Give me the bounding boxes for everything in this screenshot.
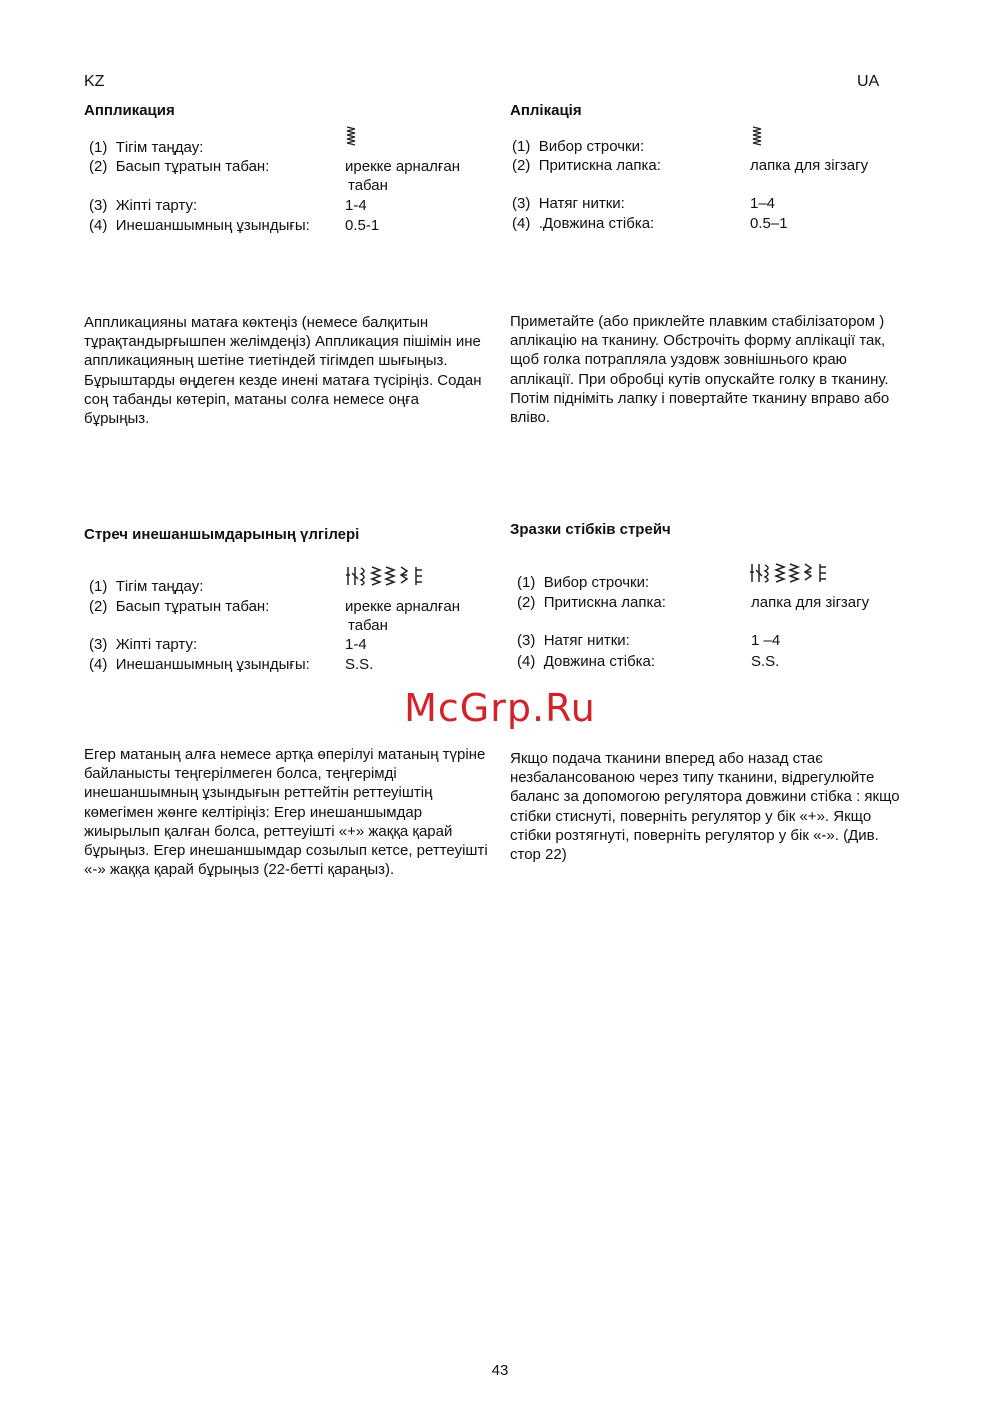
kz-applique-setting-4: (4) Инешаншымның ұзындығы:	[89, 217, 310, 234]
ua-stretch-text: Якщо подача тканини вперед або назад стає незбалансованою через типу тканини, відрегулюйте баланс за допомогою регулятора довжини стібка : якщо стібки стиснуті, поверніть регулятор у бік «+». Якщо стібки розтягнуті, поверніть регулятор у бік «-». (Див. стор 22)	[510, 750, 900, 864]
kz-applique-value-4: 0.5-1	[345, 217, 380, 234]
ua-applique-value-4: 0.5–1	[750, 215, 788, 232]
ua-applique-text: Приметайте (або приклейте плавким стабілізатором ) аплікацію на тканину. Обстрочіть форму аплікації так, щоб голка потрапляла уздовж зовнішнього краю аплікації. При обробці кутів опускайте голку в тканину. Потім підніміть лапку і повертайте тканину вправо або вліво.	[510, 313, 890, 427]
kz-applique-title: Аппликация	[84, 102, 175, 119]
page-number: 43	[491, 1362, 509, 1379]
kz-applique-setting-1: (1) Тігім таңдау:	[89, 139, 204, 156]
ua-stretch-setting-4: (4) Довжина стібка:	[517, 653, 656, 670]
ua-applique-value-2: лапка для зігзагу	[750, 157, 869, 174]
kz-stretch-value-4: S.S.	[345, 656, 374, 673]
ua-applique-setting-1: (1) Вибор строчки:	[512, 138, 645, 155]
kz-stretch-setting-2: (2) Басып тұратын табан:	[89, 598, 270, 615]
ua-applique-title: Аплікація	[510, 102, 582, 119]
kz-applique-value-2: ирекке арналған	[345, 158, 461, 175]
ua-stretch-value-4: S.S.	[751, 653, 780, 670]
ua-applique-setting-3: (3) Натяг нитки:	[512, 195, 625, 212]
ua-applique-value-3: 1–4	[750, 195, 776, 212]
kz-stretch-value-2: ирекке арналған	[345, 598, 461, 615]
kz-stretch-setting-1: (1) Тігім таңдау:	[89, 578, 204, 595]
kz-applique-setting-3: (3) Жіпті тарту:	[89, 197, 198, 214]
kz-stretch-value-3: 1-4	[345, 636, 367, 653]
ua-stretch-setting-3: (3) Натяг нитки:	[517, 632, 630, 649]
ua-applique-setting-2: (2) Притискна лапка:	[512, 157, 661, 174]
kz-applique-value-3: 1-4	[345, 197, 367, 214]
kz-stretch-text: Егер матаның алға немесе артқа өперілуі матаның түріне байланысты теңгерілмеген болса, теңгерімді инешаншымның ұзындығын реттейтін реттеуіштің көмегімен жөнге келтіріңіз: Егер инешаншымдар жиырылып қалған болса, реттеуішті «+» жаққа қарай бұрыңыз. Егер инешаншымдар созылып кетсе, реттеуішті «-» жаққа қарай бұрыңыз (22-бетті қараңыз).	[84, 746, 488, 879]
kz-stretch-value-2b: табан	[348, 617, 388, 634]
ua-stretch-value-3: 1 –4	[751, 632, 781, 649]
kz-applique-setting-2: (2) Басып тұратын табан:	[89, 158, 270, 175]
language-code-ua: UA	[857, 73, 880, 90]
ua-applique-setting-4: (4) .Довжина стібка:	[512, 215, 655, 232]
ua-stretch-setting-1: (1) Вибор строчки:	[517, 574, 650, 591]
ua-stretch-title: Зразки стібків стрейч	[510, 521, 671, 538]
watermark: McGrp.Ru	[404, 686, 596, 730]
zigzag-stitch-icon	[751, 126, 763, 150]
zigzag-stitch-icon	[345, 126, 357, 150]
stretch-stitches-icon	[345, 565, 431, 591]
kz-applique-text: Аппликацияны матаға көктеңіз (немесе балқитын тұрақтандырғышпен желімдеңіз) Аппликация пішімін ине аппликацияның шетіне тиетіндей тігімдеп шығыңыз. Бұрыштарды өңдеген кезде инені матаға түсіріңіз. Содан соң табанды көтеріп, матаны солға немесе оңға бұрыңыз.	[84, 314, 482, 428]
kz-stretch-title: Стреч инешаншымдарының үлгілері	[84, 526, 360, 543]
kz-stretch-setting-4: (4) Инешаншымның ұзындығы:	[89, 656, 310, 673]
ua-stretch-value-2: лапка для зігзагу	[751, 594, 870, 611]
kz-applique-value-2b: табан	[348, 177, 388, 194]
ua-stretch-setting-2: (2) Притискна лапка:	[517, 594, 666, 611]
stretch-stitches-icon	[749, 562, 835, 588]
language-code-kz: KZ	[84, 73, 105, 90]
kz-stretch-setting-3: (3) Жіпті тарту:	[89, 636, 198, 653]
